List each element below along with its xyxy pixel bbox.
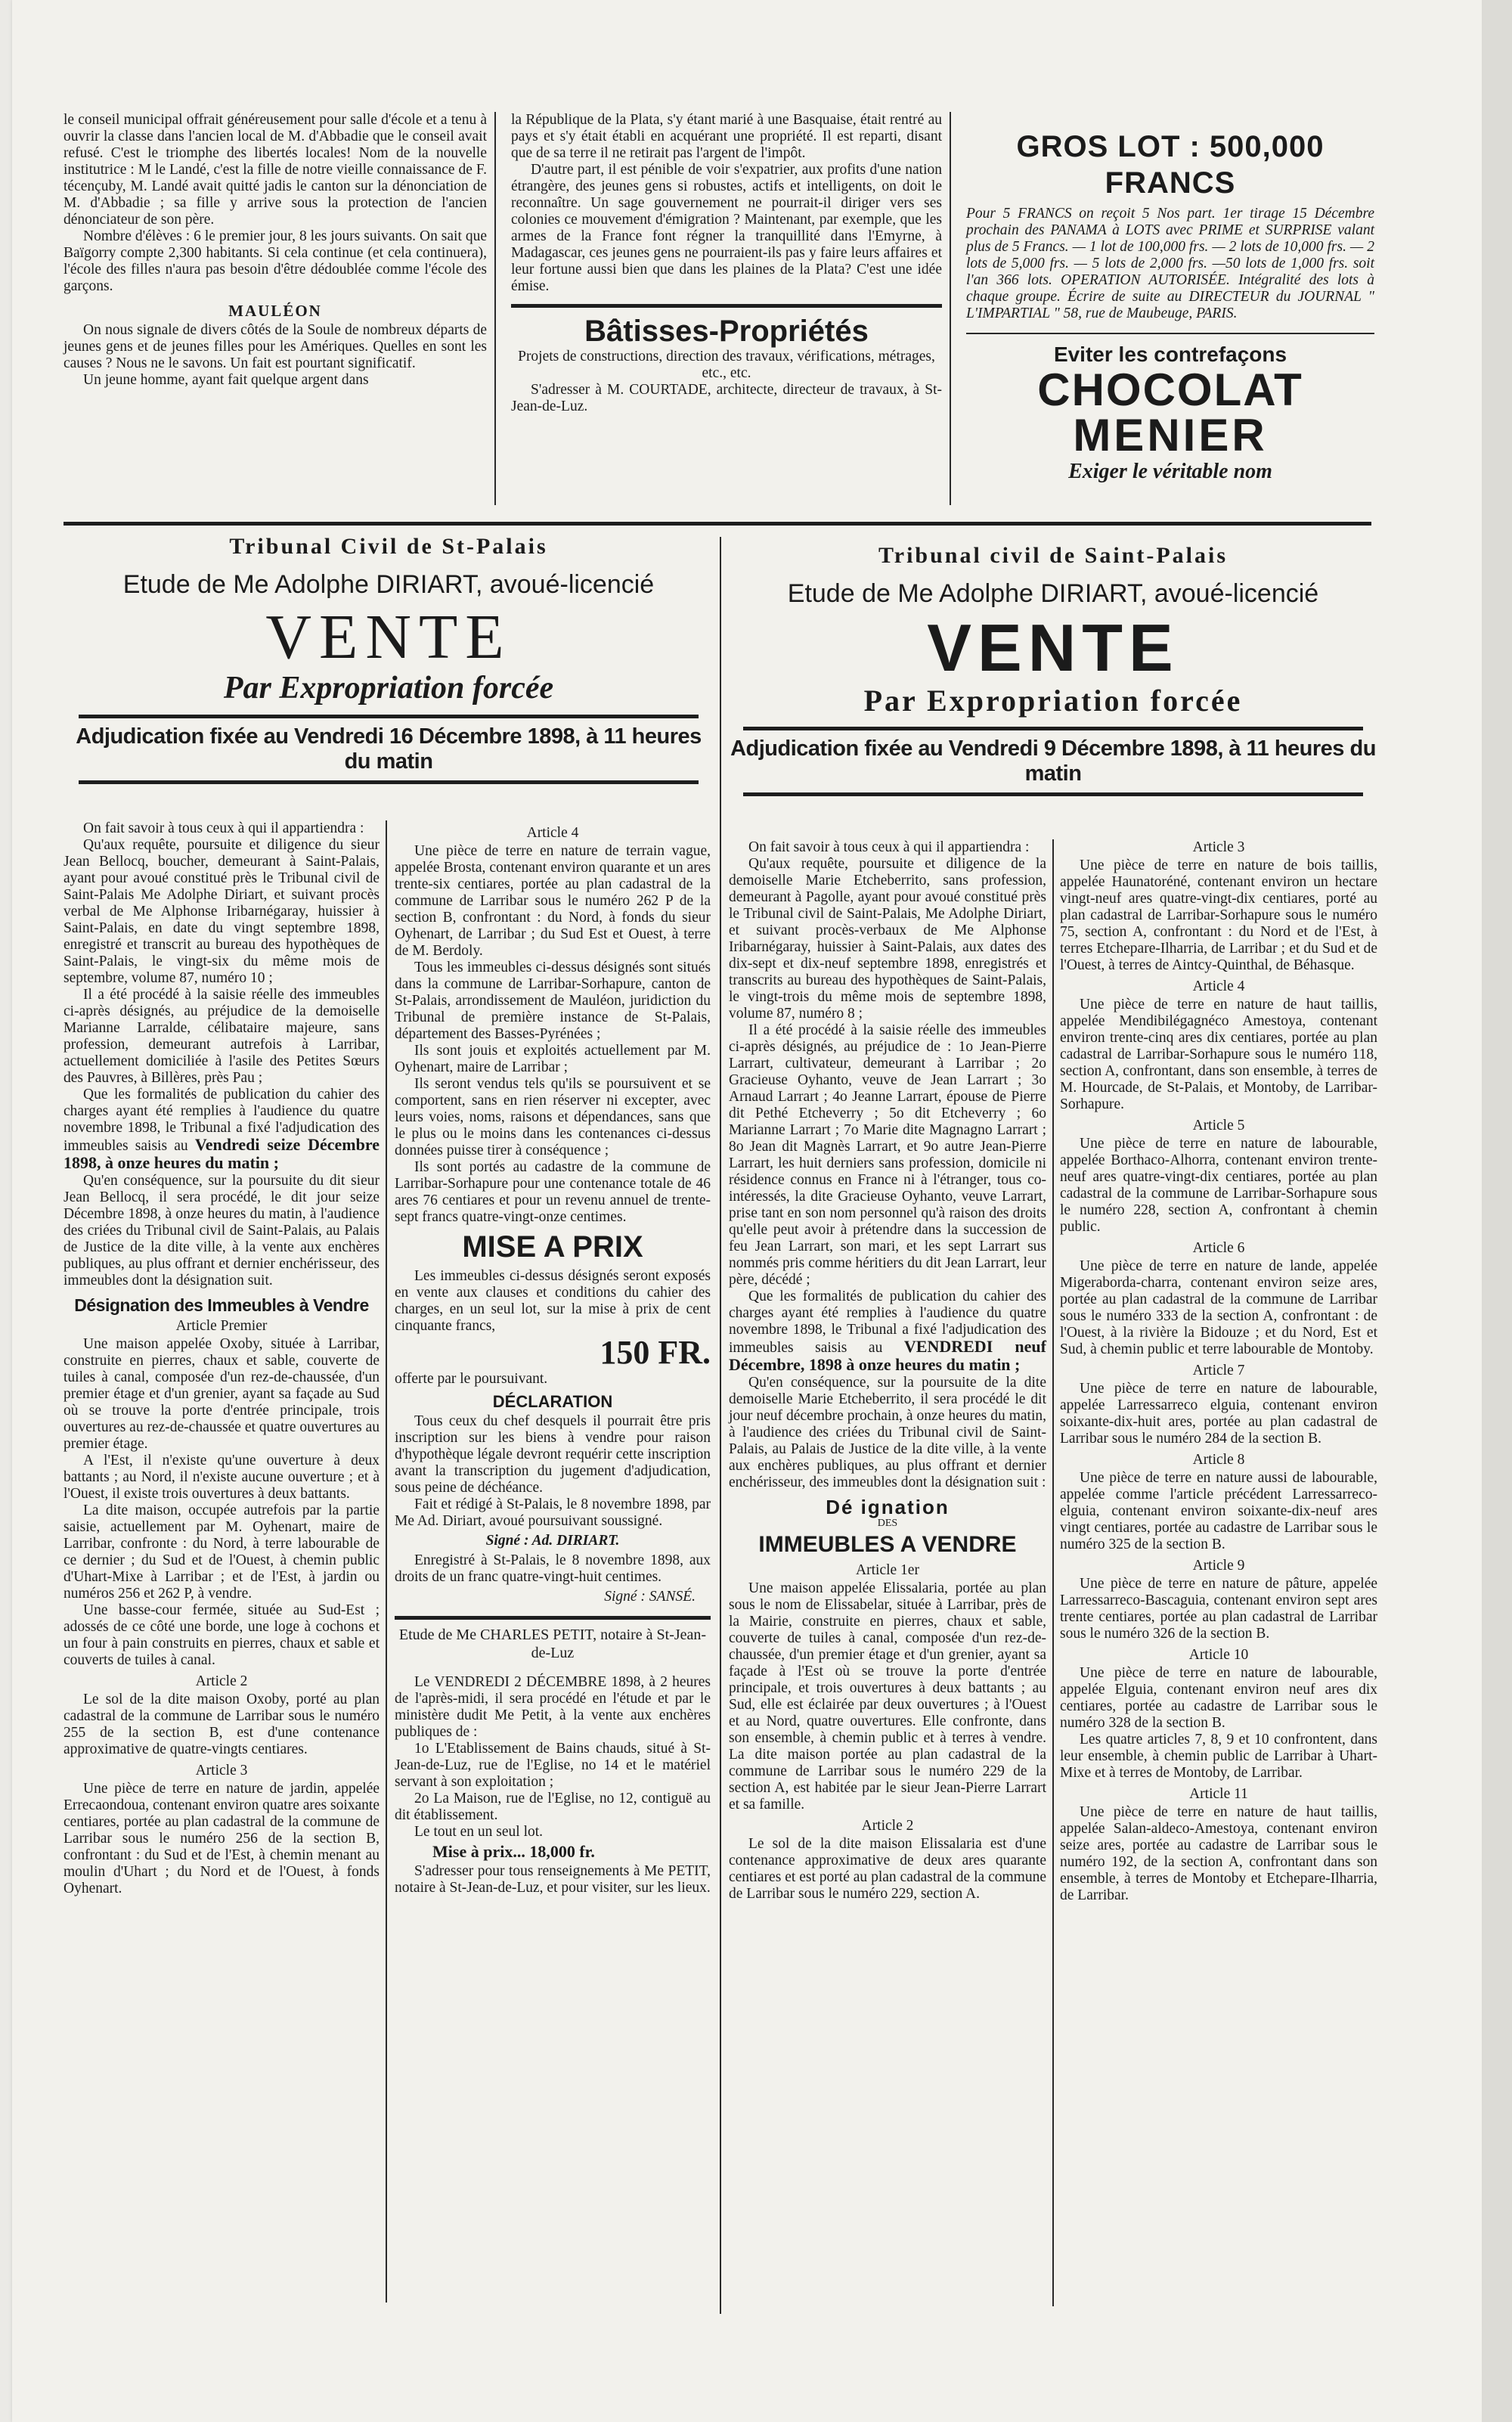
left-notice-header xyxy=(64,534,714,784)
column-rule xyxy=(950,112,951,505)
designation-title: IMMEUBLES A VENDRE xyxy=(758,1532,1017,1557)
notice-text: Une pièce de terre en nature aussi de labourable, appelée comme l'article précédent Larressarreco-elguia, contenant environ soixante-dix-neuf ares vingt centiares, portée au cadastre de Larribar sous le numéro 325 de la section B. xyxy=(1060,1470,1377,1552)
article-heading: Article 7 xyxy=(1192,1363,1245,1378)
rule xyxy=(511,304,942,308)
tribunal-title: Tribunal Civil de St-Palais xyxy=(229,534,548,559)
article-heading: Article 2 xyxy=(861,1818,914,1834)
notice-text: La dite maison, occupée autrefois par la partie saisie, actuellement par M. Oyhenart, maire de Larribar, confronte : du Nord, à terre labourable de ce dernier ; du Sud et de l'Ouest, à chemin public d'Uhart-Mixe à Larribar ; et de l'Est, à jardin ou numéros 256 et 262 P, à vendre. xyxy=(64,1503,380,1602)
notice-text: Une basse-cour fermée, située au Sud-Est ; adossés de ce côté une borde, une loge à cochons et un four à pain construits en pierres, chaux et sable et couverts de tuiles à canal. xyxy=(64,1602,380,1668)
notice-text: Une pièce de terre en nature de terrain vague, appelée Brosta, contenant environ quarante et un ares trente-six centiares, portée au plan cadastral de la commune de Larribar sous le numéro 262 P de la section B, confrontant : du Nord, à fonds du sieur Oyhenart, de Larribar ; du Sud Est et Ouest, à terre de M. Berdoly. xyxy=(395,843,711,959)
vente-subtitle: Par Expropriation forcée xyxy=(863,684,1243,718)
petit-mise-a-prix: Mise à prix... 18,000 fr. xyxy=(432,1842,595,1861)
notice-text: Une pièce de terre en nature de haut taillis, appelée Salan-aldeco-Amestoya, contenant environ seize ares, portée au cadastre de Larribar sous le numéro 192, de la section A, confrontant dans son ensemble, à terres de Montoby et Etchepare-Ilharria, de Larribar. xyxy=(1060,1804,1377,1903)
notice-text: Ils seront vendus tels qu'ils se poursuivent et se comportent, sans en rien réserver ni excepter, avec leurs voies, noms, raisons et dépendances, sans que le plus ou le moins dans les contenances ci-dessus données puisse tirer à conséquence ; xyxy=(395,1076,711,1158)
ad-title: GROS LOT : 500,000 FRANCS xyxy=(1016,130,1325,200)
notice-text: Tous les immeubles ci-dessus désignés sont situés dans la commune de Larribar-Sorhapure, canton de St-Palais, arrondissement de Mauléon, juridiction du Tribunal de première instance de St-Palais, département des Basses-Pyrénées ; xyxy=(395,960,711,1042)
section-title: MAULÉON xyxy=(228,302,322,320)
notice-text: Une pièce de terre en nature de labourable, appelée Larressarreco elguia, contenant environ soixante-dix-huit ares, portée au plan cadastral de Larribar sous le numéro 284 de la section B. xyxy=(1060,1381,1377,1447)
top-column-3 xyxy=(966,129,1374,485)
ad-text: S'adresser à M. COURTADE, architecte, directeur de travaux, à St-Jean-de-Luz. xyxy=(511,382,942,414)
rule xyxy=(743,727,1363,730)
article-heading: Article 5 xyxy=(1192,1118,1245,1133)
article-heading: Article 3 xyxy=(195,1763,248,1779)
right-notice-header xyxy=(726,543,1380,796)
article-text: D'autre part, il est pénible de voir s'expatrier, aux profits d'une nation étrangère, des jeunes gens si robustes, actifs et intelligents, on doit le reconnaître. Un sage gouvernement ne pourrait-il diriger vers ses colonies ce mouvement d'émigration ? Maintenant, par exemple, que les armes de la France font régner la tranquillité dans l'Emyrne, à Madagascar, ces jeunes gens ne pourraient-ils pas y faire leurs affaires et leur fortune aussi bien que dans les plaines de la Plata? C'est une idée émise. xyxy=(511,162,942,294)
page-edge xyxy=(1482,0,1512,2422)
ad-text: Eviter les contrefaçons xyxy=(1053,343,1287,366)
rule xyxy=(79,780,699,784)
notice-text: Une pièce de terre en nature de lande, appelée Migeraborda-charra, contenant environ seize ares, portée au plan cadastral de la commune de Larribar sous le numéro 333 de la section A, confrontant : de l'Ouest, à la rivière la Bidouze ; et du Nord, Est et Sud, à chemin public et terre labourable de Montoby. xyxy=(1060,1258,1377,1357)
notice-text: Ils sont jouis et exploités actuellement par M. Oyhenart, maire de Larribar ; xyxy=(395,1043,711,1075)
article-heading: Article Premier xyxy=(175,1318,268,1334)
notice-text: 2o La Maison, rue de l'Eglise, no 12, contiguë au dit établissement. xyxy=(395,1791,711,1823)
notice-text: offerte par le poursuivant. xyxy=(395,1371,548,1387)
notice-text: On fait savoir à tous ceux à qui il appartiendra : xyxy=(748,839,1030,855)
notice-text: Une pièce de terre en nature de haut taillis, appelée Mendibilégagnéco Amestoya, contenant environ trente-cinq ares dix centiares, portée au plan cadastral de Larribar-Sorhapure sous le numéro 118, section A, confrontant, dans son ensemble, à terres de M. Hourcade, de St-Palais, et Montoby, de Larribar-Sorhapure. xyxy=(1060,997,1377,1112)
notice-text: Une pièce de terre en nature de labourable, appelée Elguia, contenant environ neuf ares dix centiares, portée au cadastre de Larribar sous le numéro 328 de la section B. xyxy=(1060,1665,1377,1731)
vente-title: VENTE xyxy=(927,610,1179,685)
article-heading: Article 8 xyxy=(1192,1452,1245,1468)
column-rule xyxy=(494,112,496,505)
article-text: On nous signale de divers côtés de la Soule de nombreux départs de jeunes gens et de jeunes filles pour les Amériques. Quelles en sont les causes ? Nous ne le savons. Un fait est pourtant significatif. xyxy=(64,322,487,371)
article-heading: Article 11 xyxy=(1189,1786,1248,1802)
article-heading: Article 4 xyxy=(526,825,579,841)
signature: Signé : SANSÉ. xyxy=(604,1589,696,1605)
notice-text: Le tout en un seul lot. xyxy=(414,1824,544,1840)
section-rule xyxy=(64,522,1371,526)
rule xyxy=(79,715,699,718)
notice-text: Le sol de la dite maison Elissalaria est d'une contenance approximative de deux ares quarante centiares et est porté au plan cadastral de la commune de Larribar sous le numéro 229, section A. xyxy=(729,1836,1046,1902)
notice-text: Il a été procédé à la saisie réelle des immeubles ci-après désignés, au préjudice de la demoiselle Marianne Larralde, célibataire majeure, sans profession, demeurant autrefois à Larribar, actuellement domiciliée à l'asile des Petites Sœurs des Pauvres, à Billères, près Pau ; xyxy=(64,987,380,1086)
notice-text: Le sol de la dite maison Oxoby, porté au plan cadastral de la commune de Larribar sous le numéro 255 de la section B, est d'une contenance approximative de quatre-vingts centiares. xyxy=(64,1692,380,1757)
designation-des: DES xyxy=(877,1518,898,1529)
adjudication: Adjudication fixée au Vendredi 16 Décembre 1898, à 11 heures du matin xyxy=(76,724,702,774)
notice-text: A l'Est, il n'existe qu'une ouverture à deux battants ; au Nord, il n'existe aucune ouverture ; et à l'Ouest, il existe trois ouvertures à deux battants. xyxy=(64,1453,380,1502)
notice-text: Une pièce de terre en nature de jardin, appelée Errecaondoua, contenant environ quatre ares soixante centiares, portée au plan cadastral de la commune de Larribar sous le numéro 256 de la section B, confrontant : du Sud et de l'Est, à chemin menant au moulin d'Uhart ; du Nord et de l'Ouest, à fonds Oyhenart. xyxy=(64,1781,380,1896)
vente-title: VENTE xyxy=(265,602,512,672)
article-text: Un jeune homme, ayant fait quelque argent dans xyxy=(83,372,369,388)
price: 150 FR. xyxy=(600,1334,711,1371)
ad-brand: MENIER xyxy=(1073,410,1268,461)
notice-text: 1o L'Etablissement de Bains chauds, situé à St-Jean-de-Luz, rue de l'Eglise, no 14 et le matériel servant à son exploitation ; xyxy=(395,1741,711,1790)
petit-etude: Etude de Me CHARLES PETIT, notaire à St-Jean-de-Luz xyxy=(398,1627,707,1661)
article-text: le conseil municipal offrait généreusement pour salle d'école et a tenu à ouvrir la classe dans l'ancien local de M. d'Abbadie que le conseil avait refusé. C'est le triomphe des libertés locales! Nom de la nouvelle institutrice : M le Landé, c'est la fille de notre vieille connaissance de F. técençuby, M. Landé avait quitté jadis le canton sur la dénonciation de M. d'Abbadie ; sa fille y arrive sous la protection de l'ancien dénonciateur de son père. xyxy=(64,112,487,228)
notice-text: Une maison appelée Elissalaria, portée au plan sous le nom de Elissabelar, située à Larribar, près de la Mairie, construite en pierres, chaux et sable, couverte de tuiles à canal, composée d'un rez-de-chaussée, d'un premier étage et d'un grenier, ayant sa façade à l'Est où se trouve la porte d'entrée principale, et trois ouvertures à deux battants ; au Sud, elle est éclairée par deux ouvertures ; à l'Ouest et au Nord, quatre ouvertures. Elle confronte, dans son ensemble, à chemin public et à terres à vendre. La dite maison portée au plan cadastral de la commune de Larribar sous le numéro 229 de la section A, est habitée par le sieur Jean-Pierre Larrart et sa famille. xyxy=(729,1580,1046,1813)
left-notice-column-b xyxy=(395,820,711,1896)
notice-text: Une maison appelée Oxoby, située à Larribar, construite en pierres, chaux et sable, couverte de tuiles à canal, composée d'un rez-de-chaussée, d'un premier étage et d'un grenier, ayant sa façade au Sud où se trouve la porte d'entrée principale, trois ouvertures au rez-de-chaussée et quatre ouvertures au premier étage. xyxy=(64,1336,380,1452)
notice-text: Le VENDREDI 2 DÉCEMBRE 1898, à 2 heures de l'après-midi, il sera procédé en l'étude et par le ministère dudit Me Petit, à la vente aux enchères publiques de : xyxy=(395,1674,711,1740)
etude-title: Etude de Me Adolphe DIRIART, avoué-licencié xyxy=(787,579,1319,608)
designation-title: Désignation des Immeubles à Vendre xyxy=(74,1295,369,1315)
notice-text: Que les formalités de publication du cahier des charges ayant été remplies à l'audience du quatre novembre 1898, le Tribunal a fixé l'adjudication des immeubles saisis au Vendredi seize Décembre 1898, à onze heures du matin ; xyxy=(64,1087,380,1172)
column-rule xyxy=(1052,839,1054,2306)
right-notice-column-b xyxy=(1060,839,1377,1904)
notice-text: Qu'aux requête, poursuite et diligence de la demoiselle Marie Etcheberrito, sans profession, demeurant à Pagolle, ayant pour avoué constitué près le Tribunal civil de Saint-Palais, Me Adolphe Diriart, et suivant procès-verbaux de Me Alphonse Iribarnégaray, huissier à Saint-Palais, aux dates des dix-sept et dix-neuf septembre 1898, enregistrés et transcrits au bureau des hypothèques de Saint-Palais, le vingt-trois du même mois de septembre 1898, volume 87, numéro 8 ; xyxy=(729,856,1046,1022)
ad-text: Exiger le véritable nom xyxy=(1068,460,1272,483)
notice-text: Les quatre articles 7, 8, 9 et 10 confrontent, dans leur ensemble, à chemin public de Larribar à Uhart-Mixe et à terres de Montoby, de Larribar. xyxy=(1060,1732,1377,1781)
article-text: Nombre d'élèves : 6 le premier jour, 8 les jours suivants. On sait que Baïgorry compte 2,300 habitants. Si cela continue (et cela continuera), l'école des filles n'aura pas besoin d'être dédoublée comme l'école des garçons. xyxy=(64,228,487,294)
adjudication: Adjudication fixée au Vendredi 9 Décembre 1898, à 11 heures du matin xyxy=(730,737,1376,786)
newspaper-page xyxy=(12,0,1482,2422)
rule xyxy=(743,792,1363,796)
notice-text: Tous ceux du chef desquels il pourrait être pris inscription sur les biens à vendre pour raison d'hypothèque légale devront requérir cette inscription avant la transcription du jugement d'adjudication, sous peine de déchéance. xyxy=(395,1413,711,1496)
rule xyxy=(395,1616,711,1620)
article-heading: Article 6 xyxy=(1192,1240,1245,1256)
rule xyxy=(966,333,1374,334)
top-column-1 xyxy=(64,112,487,389)
notice-text: Qu'aux requête, poursuite et diligence du sieur Jean Bellocq, boucher, demeurant à Saint-Palais, ayant pour avoué constitué près le Tribunal civil de Saint-Palais Me Adolphe Diriart, et suivant procès verbal de Me Alphonse Iribarnégaray, huissier à Saint-Palais, en date du vingt septembre 1898, enregistré et transcrit au bureau des hypothèques de Saint-Palais, le vingt-six du même mois de septembre, volume 87, numéro 10 ; xyxy=(64,837,380,986)
signature: Signé : Ad. DIRIART. xyxy=(485,1533,620,1549)
ad-brand: CHOCOLAT xyxy=(1037,364,1303,415)
ad-text: Pour 5 FRANCS on reçoit 5 Nos part. 1er tirage 15 Décembre prochain des PANAMA à LOTS avec PRIME et SURPRISE valant plus de 5 Francs. — 1 lot de 100,000 frs. — 2 lots de 10,000 frs. — 2 lots de 5,000 frs. — 5 lots de 2,000 frs. —50 lots de 1,000 frs. soit l'an 366 lots. OPERATION AUTORISÉE. Intégralité des lots à chaque groupe. Écrire de suite au DIRECTEUR du JOURNAL " L'IMPARTIAL " 58, rue de Maubeuge, PARIS. xyxy=(966,206,1374,321)
notice-text: Une pièce de terre en nature de pâture, appelée Larressarreco-Bascaguia, contenant environ sept ares trente centiares, portée au plan cadastral de Larribar sous le numéro 326 de la section B. xyxy=(1060,1576,1377,1642)
notice-text: Les immeubles ci-dessus désignés seront exposés en vente aux clauses et conditions du cahier des charges, en un seul lot, sur la mise à prix de cent cinquante francs, xyxy=(395,1268,711,1334)
column-rule xyxy=(720,537,721,2314)
notice-text: Que les formalités de publication du cahier des charges ayant été remplies à l'audience du quatre novembre 1898, le Tribunal a fixé l'adjudication des immeubles saisis au VENDREDI neuf Décembre, 1898 à onze heures du matin ; xyxy=(729,1289,1046,1374)
article-heading: Article 2 xyxy=(195,1673,248,1689)
notice-text: Il a été procédé à la saisie réelle des immeubles ci-après désignés, au préjudice de : 1o Jean-Pierre Larrart, cultivateur, demeurant à Larribar ; 2o Gracieuse Oyhanto, veuve de Jean Larrart ; 3o Arnaud Larrart ; 4o Jeanne Larrart, épouse de Pierre dit Pethé Etcheverry ; 5o dit Etcheverry ; 6o Marianne Larrart ; 7o Marie dite Magnagno Larrart ; 8o Jean dit Magnès Larrart, et 9o autre Jean-Pierre Larrart, les huit derniers sans profession, domicile ni résidence connus en France ni à l'étranger, tous co-intéressés, la dite Gracieuse Oyhanto, veuve Larrart, prise tant en son nom personnel qu'à raison des droits qu'elle peut avoir à prétendre dans la succession de feu Jean Larrart, son mari, et les sept Larrart sus nommés pris comme héritiers du dit Jean Larrart, leur père, décédé ; xyxy=(729,1022,1046,1288)
notice-text: Ils sont portés au cadastre de la commune de Larribar-Sorhapure pour une contenance totale de 46 ares 76 centiares et pour un revenu annuel de trente-sept francs quatre-vingt-onze centimes. xyxy=(395,1159,711,1225)
notice-text: Enregistré à St-Palais, le 8 novembre 1898, aux droits de un franc quatre-vingt-huit centimes. xyxy=(395,1552,711,1585)
article-heading: Article 10 xyxy=(1188,1647,1249,1663)
right-notice-column-a xyxy=(729,839,1046,1903)
notice-text: On fait savoir à tous ceux à qui il appartiendra : xyxy=(83,820,364,836)
article-text: la République de la Plata, s'y étant marié à une Basquaise, était rentré au pays et s'y était établi en acquérant une propriété. Il est reparti, disant que de sa terre il ne retirait pas l'argent de l'impôt. xyxy=(511,112,942,161)
etude-title: Etude de Me Adolphe DIRIART, avoué-licencié xyxy=(122,570,655,599)
notice-text: Une pièce de terre en nature de labourable, appelée Borthaco-Alhorra, contenant environ trente-neuf ares quatre-vingt-dix centiares, portée au plan cadastral de la commune de Larribar-Sorhapure sous le numéro 228, section A, confrontant à chemin public. xyxy=(1060,1136,1377,1235)
notice-text: Qu'en conséquence, sur la poursuite de la dite demoiselle Marie Etcheberrito, il sera procédé le dit jour neuf décembre prochain, à onze heures du matin, à l'audience des criées du Tribunal civil de Saint-Palais, au Palais de Justice de la dite ville, à la vente aux enchères publiques, au plus offrant et dernier enchérisseur, des immeubles dont la désignation suit : xyxy=(729,1375,1046,1490)
article-heading: Article 1er xyxy=(856,1562,919,1578)
vente-subtitle: Par Expropriation forcée xyxy=(223,671,554,706)
ad-title: Bâtisses-Propriétés xyxy=(584,315,869,348)
article-heading: Article 3 xyxy=(1192,839,1245,855)
article-heading: Article 4 xyxy=(1192,978,1245,994)
notice-text: Une pièce de terre en nature de bois taillis, appelée Haunatoréné, contenant environ un hectare vingt-neuf ares quatre-vingt-dix centiares, porté au plan cadastral de Larribar-Sorhapure sous le numéro 75, section A, confrontant : du Nord et de l'Est, à terres Etchepare-Ilharria, de Larribar ; et du Sud et de l'Ouest, à terres de Aintcy-Quinthal, de Béhasque. xyxy=(1060,857,1377,973)
notice-text: Qu'en conséquence, sur la poursuite du dit sieur Jean Bellocq, il sera procédé, le dit jour seize Décembre 1898, à onze heures du matin, à l'audience des criées du Tribunal civil de Saint-Palais, au Palais de Justice de la dite ville, à la vente aux enchères publiques, au plus offrant et dernier enchérisseur, des immeubles dont la désignation suit. xyxy=(64,1173,380,1289)
top-column-2 xyxy=(511,112,942,415)
notice-text: S'adresser pour tous renseignements à Me PETIT, notaire à St-Jean-de-Luz, et pour visiter, sur les lieux. xyxy=(395,1863,711,1896)
column-rule xyxy=(386,820,387,2303)
mise-a-prix-title: MISE A PRIX xyxy=(462,1230,643,1264)
declaration-title: DÉCLARATION xyxy=(492,1392,613,1411)
tribunal-title: Tribunal civil de Saint-Palais xyxy=(878,543,1228,568)
notice-text: Fait et rédigé à St-Palais, le 8 novembre 1898, par Me Ad. Diriart, avoué poursuivant soussigné. xyxy=(395,1496,711,1529)
designation-title: Dé ignation xyxy=(826,1496,950,1518)
left-notice-column-a xyxy=(64,820,380,1897)
article-heading: Article 9 xyxy=(1192,1558,1245,1574)
ad-text: Projets de constructions, direction des travaux, vérifications, métrages, etc., etc. xyxy=(518,349,935,381)
